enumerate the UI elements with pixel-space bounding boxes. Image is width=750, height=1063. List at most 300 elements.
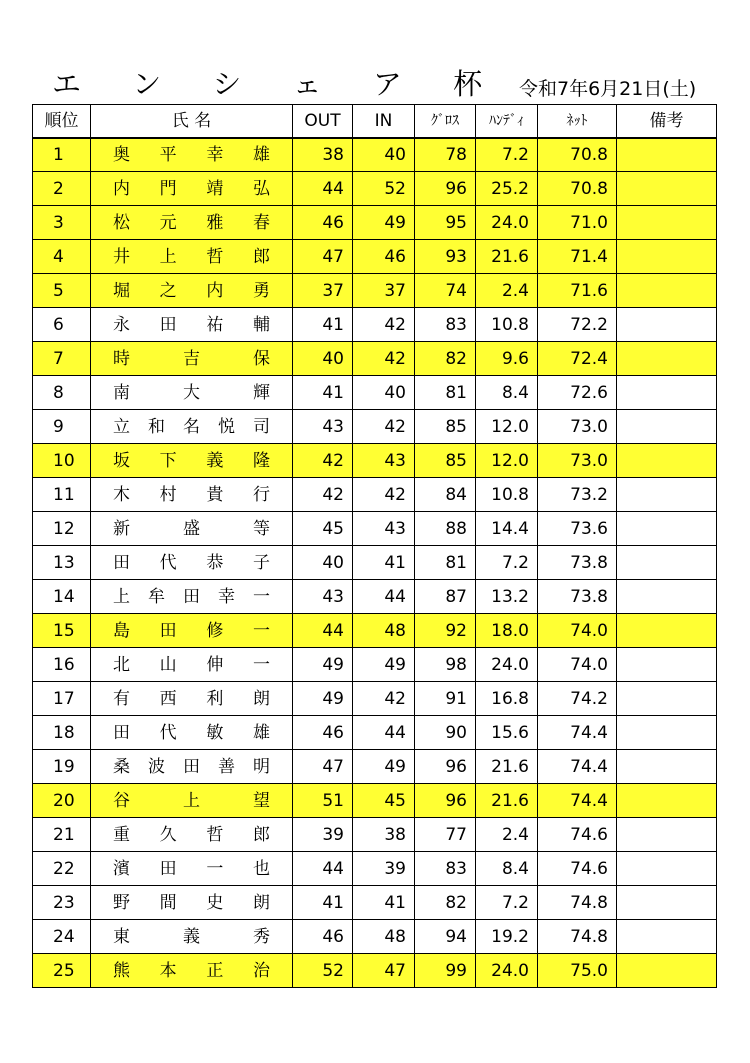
- name-char: 一: [252, 620, 270, 641]
- gross-score-cell: 85: [415, 444, 476, 478]
- in-score-cell: 40: [353, 138, 415, 172]
- note-cell: [617, 546, 717, 580]
- name-char: 北: [113, 654, 130, 675]
- net-score-cell: 74.8: [538, 886, 617, 920]
- handicap-cell: 24.0: [476, 648, 538, 682]
- table-row: [33, 308, 717, 342]
- name-char: 村: [159, 484, 177, 505]
- note-cell: [617, 818, 717, 852]
- table-row: [33, 648, 717, 682]
- table-row: [33, 376, 717, 410]
- handicap-cell: 24.0: [476, 954, 538, 988]
- net-score-cell: 74.4: [538, 750, 617, 784]
- handicap-cell: 8.4: [476, 376, 538, 410]
- name-char: 祐: [206, 314, 224, 335]
- out-score-cell: 43: [293, 580, 353, 614]
- name-char: 悦: [218, 416, 235, 437]
- player-name: [113, 961, 270, 981]
- gross-score-cell: 78: [415, 138, 476, 172]
- name-char: 秀: [253, 926, 270, 947]
- net-score-cell: 72.6: [538, 376, 617, 410]
- note-cell: [617, 954, 717, 988]
- rank-cell: 3: [33, 206, 91, 240]
- rank-cell: 11: [33, 478, 91, 512]
- out-score-cell: 47: [293, 750, 353, 784]
- name-char: 恭: [206, 552, 224, 573]
- name-char: 行: [252, 484, 270, 505]
- handicap-cell: 24.0: [476, 206, 538, 240]
- name-cell: [91, 478, 293, 512]
- in-score-cell: 39: [353, 852, 415, 886]
- in-score-cell: 42: [353, 682, 415, 716]
- name-char: 牟: [148, 586, 165, 607]
- out-score-cell: 46: [293, 206, 353, 240]
- in-score-cell: 49: [353, 206, 415, 240]
- name-char: 和: [148, 416, 165, 437]
- net-score-cell: 74.6: [538, 818, 617, 852]
- gross-score-cell: 92: [415, 614, 476, 648]
- name-char: 幸: [218, 586, 235, 607]
- player-name: [113, 315, 270, 335]
- name-char: 也: [252, 858, 270, 879]
- player-name: [113, 893, 270, 913]
- name-char: 輔: [252, 314, 270, 335]
- name-cell: [91, 342, 293, 376]
- name-char: 本: [159, 960, 177, 981]
- note-cell: [617, 614, 717, 648]
- net-score-cell: 74.4: [538, 716, 617, 750]
- handicap-cell: 21.6: [476, 240, 538, 274]
- net-score-cell: 73.0: [538, 410, 617, 444]
- name-cell: [91, 274, 293, 308]
- name-char: 勇: [252, 280, 270, 301]
- note-cell: [617, 376, 717, 410]
- note-cell: [617, 342, 717, 376]
- out-score-cell: 37: [293, 274, 353, 308]
- note-cell: [617, 886, 717, 920]
- header-handicap: ﾊﾝﾃﾞｨ: [476, 105, 538, 138]
- gross-score-cell: 87: [415, 580, 476, 614]
- rank-cell: 5: [33, 274, 91, 308]
- name-cell: [91, 172, 293, 206]
- name-char: 田: [159, 314, 177, 335]
- player-name: [113, 757, 270, 777]
- note-cell: [617, 206, 717, 240]
- out-score-cell: 42: [293, 444, 353, 478]
- out-score-cell: 40: [293, 342, 353, 376]
- name-char: 内: [113, 178, 130, 199]
- name-char: 波: [148, 756, 165, 777]
- handicap-cell: 14.4: [476, 512, 538, 546]
- out-score-cell: 51: [293, 784, 353, 818]
- player-name: [113, 927, 270, 947]
- net-score-cell: 74.4: [538, 784, 617, 818]
- name-char: 靖: [206, 178, 224, 199]
- table-row: [33, 750, 717, 784]
- table-row: [33, 240, 717, 274]
- out-score-cell: 42: [293, 478, 353, 512]
- rank-cell: 25: [33, 954, 91, 988]
- in-score-cell: 43: [353, 444, 415, 478]
- name-char: 元: [159, 212, 177, 233]
- player-name: [113, 451, 270, 471]
- name-char: 等: [253, 518, 270, 539]
- name-char: 治: [252, 960, 270, 981]
- net-score-cell: 74.0: [538, 614, 617, 648]
- player-name: [113, 553, 270, 573]
- name-char: 雄: [252, 722, 270, 743]
- name-cell: [91, 410, 293, 444]
- net-score-cell: 74.8: [538, 920, 617, 954]
- name-cell: [91, 444, 293, 478]
- net-score-cell: 73.8: [538, 546, 617, 580]
- gross-score-cell: 93: [415, 240, 476, 274]
- name-char: 上: [183, 790, 200, 811]
- out-score-cell: 44: [293, 172, 353, 206]
- name-char: 間: [159, 892, 177, 913]
- in-score-cell: 45: [353, 784, 415, 818]
- out-score-cell: 45: [293, 512, 353, 546]
- gross-score-cell: 83: [415, 308, 476, 342]
- table-row: [33, 784, 717, 818]
- rank-cell: 7: [33, 342, 91, 376]
- name-char: 盛: [183, 518, 200, 539]
- rank-cell: 16: [33, 648, 91, 682]
- name-cell: [91, 546, 293, 580]
- note-cell: [617, 274, 717, 308]
- name-char: 明: [253, 756, 270, 777]
- handicap-cell: 7.2: [476, 886, 538, 920]
- name-char: 島: [113, 620, 130, 641]
- note-cell: [617, 308, 717, 342]
- gross-score-cell: 90: [415, 716, 476, 750]
- name-char: 郎: [252, 824, 270, 845]
- player-name: [113, 145, 270, 165]
- name-char: 立: [113, 416, 130, 437]
- player-name: [113, 281, 270, 301]
- name-cell: [91, 206, 293, 240]
- in-score-cell: 42: [353, 478, 415, 512]
- net-score-cell: 72.2: [538, 308, 617, 342]
- handicap-cell: 8.4: [476, 852, 538, 886]
- gross-score-cell: 98: [415, 648, 476, 682]
- page-title: エ ン シ ェ ア 杯: [52, 67, 504, 101]
- handicap-cell: 12.0: [476, 410, 538, 444]
- name-cell: [91, 784, 293, 818]
- net-score-cell: 70.8: [538, 172, 617, 206]
- rank-cell: 15: [33, 614, 91, 648]
- table-row: [33, 342, 717, 376]
- name-char: 哲: [206, 824, 224, 845]
- in-score-cell: 38: [353, 818, 415, 852]
- name-char: 野: [113, 892, 130, 913]
- name-char: 子: [252, 552, 270, 573]
- out-score-cell: 39: [293, 818, 353, 852]
- rank-cell: 22: [33, 852, 91, 886]
- name-char: 奥: [113, 144, 130, 165]
- in-score-cell: 42: [353, 308, 415, 342]
- name-char: 雄: [252, 144, 270, 165]
- handicap-cell: 10.8: [476, 478, 538, 512]
- player-name: [113, 791, 270, 811]
- name-char: 南: [113, 382, 130, 403]
- name-char: 久: [159, 824, 177, 845]
- header-name: 氏 名: [91, 105, 293, 138]
- table-row: [33, 682, 717, 716]
- rank-cell: 21: [33, 818, 91, 852]
- gross-score-cell: 91: [415, 682, 476, 716]
- table-header: [33, 105, 717, 138]
- rank-cell: 14: [33, 580, 91, 614]
- header-row: [33, 105, 717, 138]
- in-score-cell: 40: [353, 376, 415, 410]
- table-row: [33, 512, 717, 546]
- out-score-cell: 49: [293, 682, 353, 716]
- handicap-cell: 9.6: [476, 342, 538, 376]
- net-score-cell: 73.0: [538, 444, 617, 478]
- name-char: 松: [113, 212, 130, 233]
- table-row: [33, 206, 717, 240]
- note-cell: [617, 512, 717, 546]
- out-score-cell: 47: [293, 240, 353, 274]
- in-score-cell: 41: [353, 546, 415, 580]
- rank-cell: 2: [33, 172, 91, 206]
- handicap-cell: 18.0: [476, 614, 538, 648]
- name-char: 時: [113, 348, 130, 369]
- net-score-cell: 73.2: [538, 478, 617, 512]
- handicap-cell: 16.8: [476, 682, 538, 716]
- gross-score-cell: 85: [415, 410, 476, 444]
- name-char: 朗: [252, 688, 270, 709]
- gross-score-cell: 99: [415, 954, 476, 988]
- name-char: 山: [159, 654, 177, 675]
- table-row: [33, 410, 717, 444]
- name-cell: [91, 138, 293, 172]
- name-cell: [91, 682, 293, 716]
- name-char: 義: [183, 926, 200, 947]
- handicap-cell: 21.6: [476, 784, 538, 818]
- name-cell: [91, 580, 293, 614]
- name-char: 貴: [206, 484, 224, 505]
- note-cell: [617, 240, 717, 274]
- name-char: 東: [113, 926, 130, 947]
- name-char: 新: [113, 518, 130, 539]
- name-char: 下: [159, 450, 177, 471]
- rank-cell: 20: [33, 784, 91, 818]
- gross-score-cell: 96: [415, 750, 476, 784]
- note-cell: [617, 716, 717, 750]
- gross-score-cell: 81: [415, 546, 476, 580]
- player-name: [113, 587, 270, 607]
- note-cell: [617, 648, 717, 682]
- name-char: 井: [113, 246, 130, 267]
- name-char: 田: [113, 552, 130, 573]
- name-cell: [91, 886, 293, 920]
- table-row: [33, 920, 717, 954]
- table-body: [33, 138, 717, 988]
- gross-score-cell: 95: [415, 206, 476, 240]
- in-score-cell: 41: [353, 886, 415, 920]
- note-cell: [617, 138, 717, 172]
- name-cell: [91, 818, 293, 852]
- rank-cell: 8: [33, 376, 91, 410]
- out-score-cell: 49: [293, 648, 353, 682]
- handicap-cell: 21.6: [476, 750, 538, 784]
- in-score-cell: 46: [353, 240, 415, 274]
- handicap-cell: 2.4: [476, 818, 538, 852]
- name-char: 桑: [113, 756, 130, 777]
- in-score-cell: 49: [353, 648, 415, 682]
- name-char: 伸: [206, 654, 224, 675]
- note-cell: [617, 478, 717, 512]
- note-cell: [617, 852, 717, 886]
- header-net: ﾈｯﾄ: [538, 105, 617, 138]
- player-name: [113, 859, 270, 879]
- name-char: 保: [253, 348, 270, 369]
- note-cell: [617, 410, 717, 444]
- event-date: 令和7年6月21日(土): [519, 78, 697, 100]
- name-char: 重: [113, 824, 130, 845]
- player-name: [113, 179, 270, 199]
- player-name: [113, 485, 270, 505]
- name-cell: [91, 852, 293, 886]
- out-score-cell: 41: [293, 376, 353, 410]
- name-char: 輝: [253, 382, 270, 403]
- name-char: 平: [159, 144, 177, 165]
- name-char: 義: [206, 450, 224, 471]
- in-score-cell: 44: [353, 580, 415, 614]
- name-char: 利: [206, 688, 224, 709]
- name-char: 雅: [206, 212, 224, 233]
- name-char: 上: [113, 586, 130, 607]
- name-cell: [91, 954, 293, 988]
- gross-score-cell: 81: [415, 376, 476, 410]
- net-score-cell: 74.6: [538, 852, 617, 886]
- player-name: [113, 723, 270, 743]
- net-score-cell: 73.8: [538, 580, 617, 614]
- name-char: 郎: [252, 246, 270, 267]
- in-score-cell: 42: [353, 342, 415, 376]
- name-char: 幸: [206, 144, 224, 165]
- rank-cell: 24: [33, 920, 91, 954]
- player-name: [113, 621, 270, 641]
- name-char: 田: [159, 620, 177, 641]
- name-cell: [91, 240, 293, 274]
- net-score-cell: 75.0: [538, 954, 617, 988]
- in-score-cell: 44: [353, 716, 415, 750]
- handicap-cell: 12.0: [476, 444, 538, 478]
- in-score-cell: 52: [353, 172, 415, 206]
- name-char: 大: [183, 382, 200, 403]
- out-score-cell: 52: [293, 954, 353, 988]
- name-char: 田: [113, 722, 130, 743]
- out-score-cell: 38: [293, 138, 353, 172]
- player-name: [113, 689, 270, 709]
- name-cell: [91, 512, 293, 546]
- name-char: 堀: [113, 280, 130, 301]
- name-char: 春: [252, 212, 270, 233]
- net-score-cell: 71.0: [538, 206, 617, 240]
- name-char: 木: [113, 484, 130, 505]
- rank-cell: 10: [33, 444, 91, 478]
- name-cell: [91, 308, 293, 342]
- name-char: 濱: [113, 858, 130, 879]
- name-char: 一: [252, 654, 270, 675]
- rank-cell: 18: [33, 716, 91, 750]
- rank-cell: 9: [33, 410, 91, 444]
- out-score-cell: 46: [293, 716, 353, 750]
- gross-score-cell: 96: [415, 172, 476, 206]
- net-score-cell: 71.6: [538, 274, 617, 308]
- handicap-cell: 15.6: [476, 716, 538, 750]
- handicap-cell: 19.2: [476, 920, 538, 954]
- gross-score-cell: 84: [415, 478, 476, 512]
- name-char: 敏: [206, 722, 224, 743]
- note-cell: [617, 444, 717, 478]
- table-row: [33, 818, 717, 852]
- table-row: [33, 614, 717, 648]
- name-char: 熊: [113, 960, 130, 981]
- note-cell: [617, 784, 717, 818]
- player-name: [113, 825, 270, 845]
- out-score-cell: 41: [293, 886, 353, 920]
- results-table: [32, 104, 717, 988]
- header-gross: ｸﾞﾛｽ: [415, 105, 476, 138]
- handicap-cell: 7.2: [476, 138, 538, 172]
- gross-score-cell: 96: [415, 784, 476, 818]
- name-char: 上: [159, 246, 177, 267]
- gross-score-cell: 77: [415, 818, 476, 852]
- name-cell: [91, 614, 293, 648]
- name-cell: [91, 920, 293, 954]
- in-score-cell: 43: [353, 512, 415, 546]
- net-score-cell: 73.6: [538, 512, 617, 546]
- player-name: [113, 383, 270, 403]
- in-score-cell: 47: [353, 954, 415, 988]
- name-char: 名: [183, 416, 200, 437]
- rank-cell: 1: [33, 138, 91, 172]
- name-char: 西: [159, 688, 177, 709]
- rank-cell: 13: [33, 546, 91, 580]
- name-char: 之: [159, 280, 177, 301]
- handicap-cell: 7.2: [476, 546, 538, 580]
- table-row: [33, 138, 717, 172]
- header-in: IN: [353, 105, 415, 138]
- name-char: 代: [159, 722, 177, 743]
- name-char: 谷: [113, 790, 130, 811]
- rank-cell: 12: [33, 512, 91, 546]
- out-score-cell: 41: [293, 308, 353, 342]
- name-char: 代: [159, 552, 177, 573]
- name-char: 正: [206, 960, 224, 981]
- name-cell: [91, 376, 293, 410]
- out-score-cell: 40: [293, 546, 353, 580]
- table-row: [33, 852, 717, 886]
- handicap-cell: 25.2: [476, 172, 538, 206]
- name-char: 哲: [206, 246, 224, 267]
- name-char: 坂: [113, 450, 130, 471]
- net-score-cell: 71.4: [538, 240, 617, 274]
- out-score-cell: 46: [293, 920, 353, 954]
- name-char: 田: [183, 586, 200, 607]
- out-score-cell: 44: [293, 614, 353, 648]
- net-score-cell: 70.8: [538, 138, 617, 172]
- table-row: [33, 478, 717, 512]
- rank-cell: 19: [33, 750, 91, 784]
- name-cell: [91, 648, 293, 682]
- table-row: [33, 546, 717, 580]
- gross-score-cell: 82: [415, 886, 476, 920]
